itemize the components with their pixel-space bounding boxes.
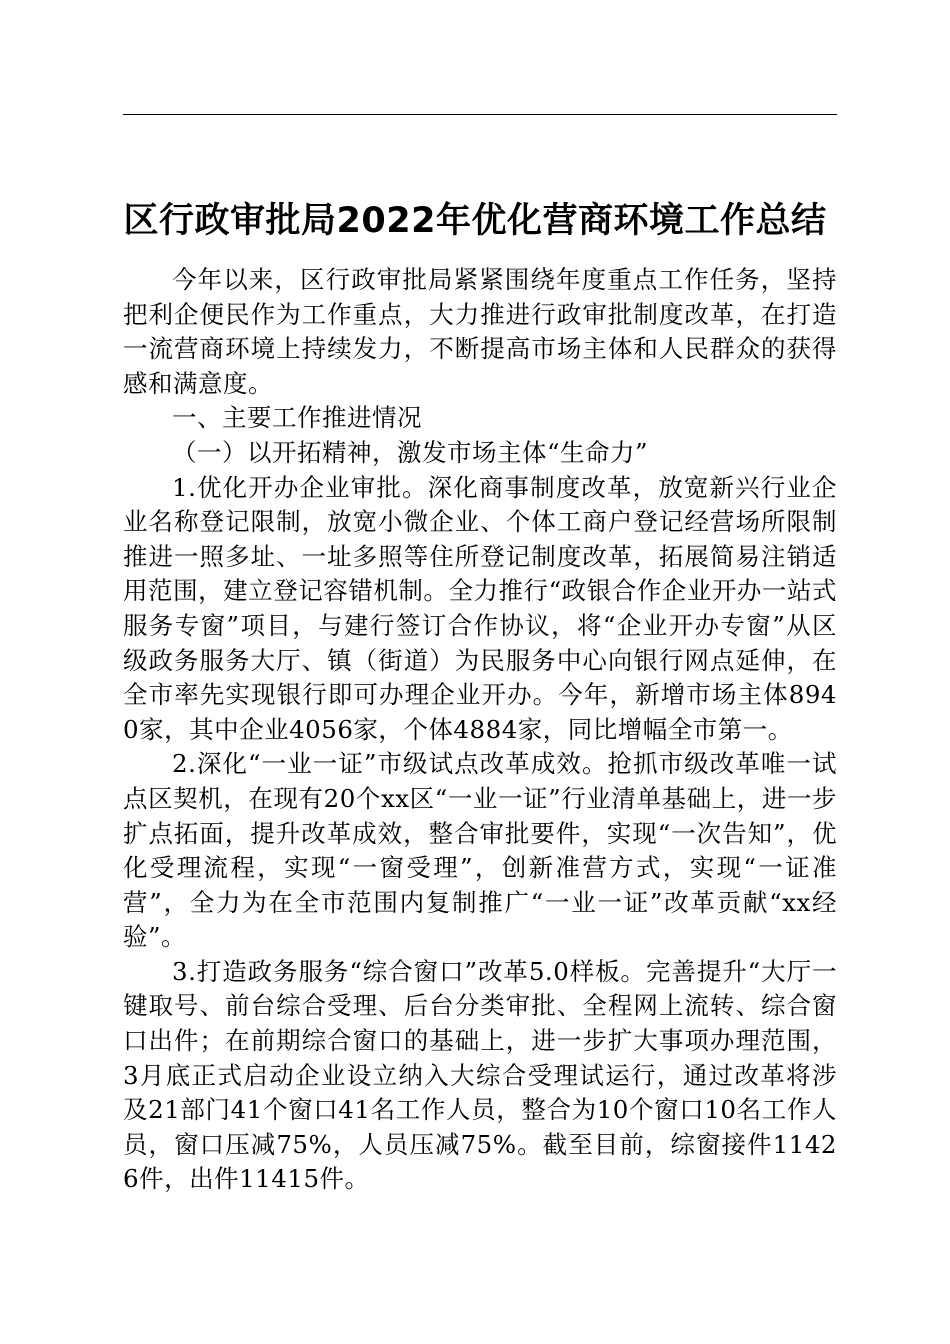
item-3-paragraph: 3.打造政务服务“综合窗口”改革5.0样板。完善提升“大厅一键取号、前台综合受理、后台分类审批、全程网上流转、综合窗口出件；在前期综合窗口的基础上，进一步扩大事项办理范围，3月底正式启动企业设立纳入大综合受理试运行，通过改革将涉及21部门41个窗口41名工作人员，整合为10个窗口10名工作人员，窗口压减75%，人员压减75%。截至目前，综窗接件11426件，出件11415件。 — [123, 956, 837, 1194]
header-rule — [123, 114, 837, 115]
document-body — [123, 263, 837, 1197]
intro-paragraph: 今年以来，区行政审批局紧紧围绕年度重点工作任务，坚持把利企便民作为工作重点，大力推进行政审批制度改革，在打造一流营商环境上持续发力，不断提高市场主体和人民群众的获得感和满意度。 — [123, 265, 837, 398]
document-title: 区行政审批局2022年优化营商环境工作总结 — [123, 201, 827, 242]
item-1-paragraph: 1.优化开办企业审批。深化商事制度改革，放宽新兴行业企业名称登记限制，放宽小微企业、个体工商户登记经营场所限制推进一照多址、一址多照等住所登记制度改革，拓展简易注销适用范围，建立登记容错机制。全力推行“政银合作企业开办一站式服务专窗”项目，与建行签订合作协议，将“企业开办专窗”从区级政务服务大厅、镇（街道）为民服务中心向银行网点延伸，在全市率先实现银行即可办理企业开办。今年，新增市场主体8940家，其中企业4056家，个体4884家，同比增幅全市第一。 — [123, 472, 837, 744]
item-2-paragraph: 2.深化“一业一证”市级试点改革成效。抢抓市级改革唯一试点区契机，在现有20个xx区“一业一证”行业清单基础上，进一步扩点拓面，提升改革成效，整合审批要件，实现“一次告知”，优化受理流程，实现“一窗受理”，创新准营方式，实现“一证准营”，全力为在全市范围内复制推广“一业一证”改革贡献“xx经验”。 — [123, 749, 837, 952]
subsection-heading: （一）以开拓精神，激发市场主体“生命力” — [172, 437, 649, 467]
section-heading: 一、主要工作推进情况 — [172, 403, 422, 433]
